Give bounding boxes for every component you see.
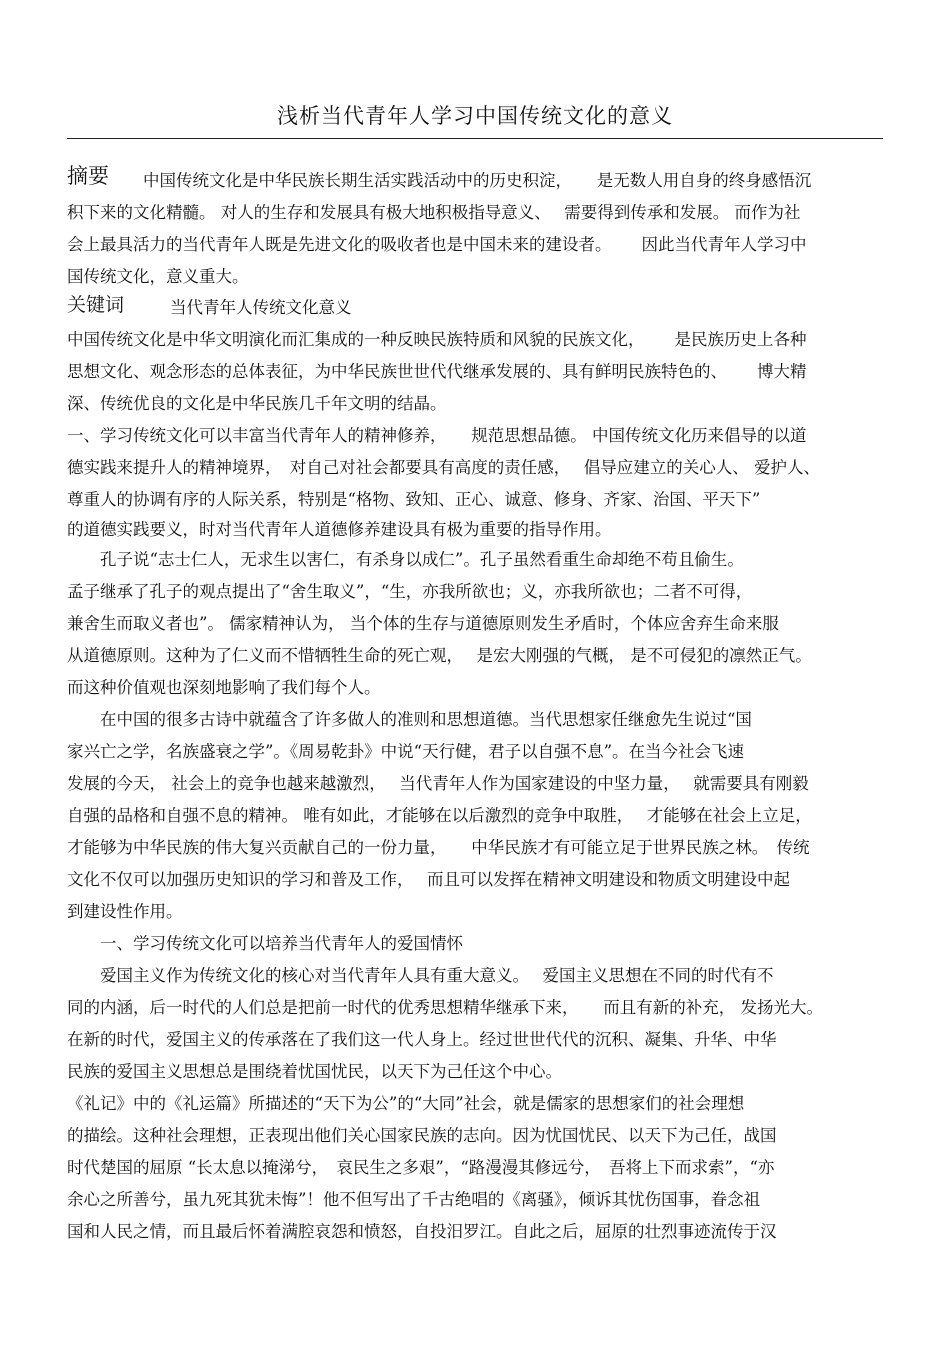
body-line: 文化不仅可以加强历史知识的学习和普及工作， 而且可以发挥在精神文明建设和物质文明建设中起 xyxy=(67,870,790,889)
body-line: 时代楚国的屈原 “长太息以掩涕兮， 哀民生之多艰”，“路漫漫其修远兮， 吾将上下而求索”，“亦 xyxy=(67,1158,775,1177)
body-line: 余心之所善兮，虽九死其犹未悔”！他不但写出了千古绝唱的《离骚》，倾诉其忧伤国事，眷念祖 xyxy=(67,1190,761,1209)
body-line: 发展的今天， 社会上的竞争也越来越激烈， 当代青年人作为国家建设的中坚力量， 就需要具有刚毅 xyxy=(67,774,809,793)
body-line: 孟子继承了孔子的观点提出了“舍生取义”，“生，亦我所欲也；义，亦我所欲也；二者不可得， xyxy=(67,582,753,601)
body-line: 在新的时代，爱国主义的传承落在了我们这一代人身上。经过世世代代的沉积、凝集、升华、中华 xyxy=(67,1030,777,1049)
body-line: 中国传统文化是中华文明演化而汇集成的一种反映民族特质和风貌的民族文化， 是民族历史上各种 xyxy=(67,330,807,349)
abstract-line: 会上最具活力的当代青年人既是先进文化的吸收者也是中国未来的建设者。 因此当代青年人学习中 xyxy=(67,235,807,254)
body-line: 兼舍生而取义者也”。 儒家精神认为， 当个体的生存与道德原则发生矛盾时，个体应舍弃生命来服 xyxy=(67,614,779,633)
abstract-line: 积下来的文化精髓。 对人的生存和发展具有极大地积极指导意义、 需要得到传承和发展。 而作为社 xyxy=(67,203,801,222)
body-line: 而这种价值观也深刻地影响了我们每个人。 xyxy=(67,678,381,697)
keywords-label: 关键词 xyxy=(67,294,125,316)
body-line: 德实践来提升人的精神境界， 对自己对社会都要具有高度的责任感， 倡导应建立的关心人、 爱护人、 xyxy=(67,458,820,477)
body-line: 一、学习传统文化可以培养当代青年人的爱国情怀 xyxy=(67,934,463,953)
body-line: 民族的爱国主义思想总是围绕着忧国忧民，以天下为己任这个中心。 xyxy=(67,1062,562,1081)
body-line: 到建设性作用。 xyxy=(67,902,183,921)
body-line: 爱国主义作为传统文化的核心对当代青年人具有重大意义。 爱国主义思想在不同的时代有不 xyxy=(67,966,774,985)
abstract-label: 摘要 xyxy=(67,164,109,188)
body-line: 国和人民之情，而且最后怀着满腔哀怨和愤怒，自投汨罗江。自此之后，屈原的壮烈事迹流传于汉 xyxy=(67,1222,777,1241)
abstract-line: 中国传统文化是中华民族长期生活实践活动中的历史积淀， 是无数人用自身的终身感悟沉 xyxy=(143,171,812,190)
body-line: 深、传统优良的文化是中华民族几千年文明的结晶。 xyxy=(67,394,447,413)
body-line: 的描绘。这种社会理想，正表现出他们关心国家民族的志向。因为忧国忧民、以天下为己任，战国 xyxy=(67,1126,777,1145)
body-line: 同的内涵，后一时代的人们总是把前一时代的优秀思想精华继承下来， 而且有新的补充， 发扬光大。 xyxy=(67,998,823,1017)
keywords-text: 当代青年人传统文化意义 xyxy=(170,298,352,317)
body-line: 在中国的很多古诗中就蕴含了许多做人的准则和思想道德。当代思想家任继愈先生说过“国 xyxy=(67,710,752,729)
body-line: 思想文化、观念形态的总体表征，为中华民族世世代代继承发展的、具有鲜明民族特色的、 博大精 xyxy=(67,362,807,381)
body-line: 才能够为中华民族的伟大复兴贡献自己的一份力量， 中华民族才有可能立足于世界民族之林。 传统 xyxy=(67,838,810,857)
body-line: 家兴亡之学，名族盛衰之学”。《周易乾卦》中说“天行健，君子以自强不息”。在当今社会飞速 xyxy=(67,742,745,761)
body-line: 的道德实践要义，时对当代青年人道德修养建设具有极为重要的指导作用。 xyxy=(67,520,612,539)
body-line: 《礼记》中的《礼运篇》所描述的“天下为公”的“大同”社会，就是儒家的思想家们的社会理想 xyxy=(67,1094,745,1113)
title-divider xyxy=(67,138,883,139)
body-line: 孔子说“志士仁人，无求生以害仁，有杀身以成仁”。孔子虽然看重生命却绝不苟且偷生。 xyxy=(67,550,744,569)
abstract-line: 国传统文化，意义重大。 xyxy=(67,267,249,286)
body-line: 一、学习传统文化可以丰富当代青年人的精神修养， 规范思想品德。 中国传统文化历来倡导的以道 xyxy=(67,426,807,445)
body-line: 尊重人的协调有序的人际关系，特别是“格物、致知、正心、诚意、修身、齐家、治国、平天下” xyxy=(67,490,761,509)
body-line: 从道德原则。这种为了仁义而不惜牺牲生命的死亡观， 是宏大刚强的气概， 是不可侵犯的凛然正气。 xyxy=(67,646,812,665)
body-line: 自强的品格和自强不息的精神。 唯有如此，才能够在以后激烈的竞争中取胜， 才能够在社会上立足， xyxy=(67,806,812,825)
page-title: 浅析当代青年人学习中国传统文化的意义 xyxy=(277,104,673,128)
